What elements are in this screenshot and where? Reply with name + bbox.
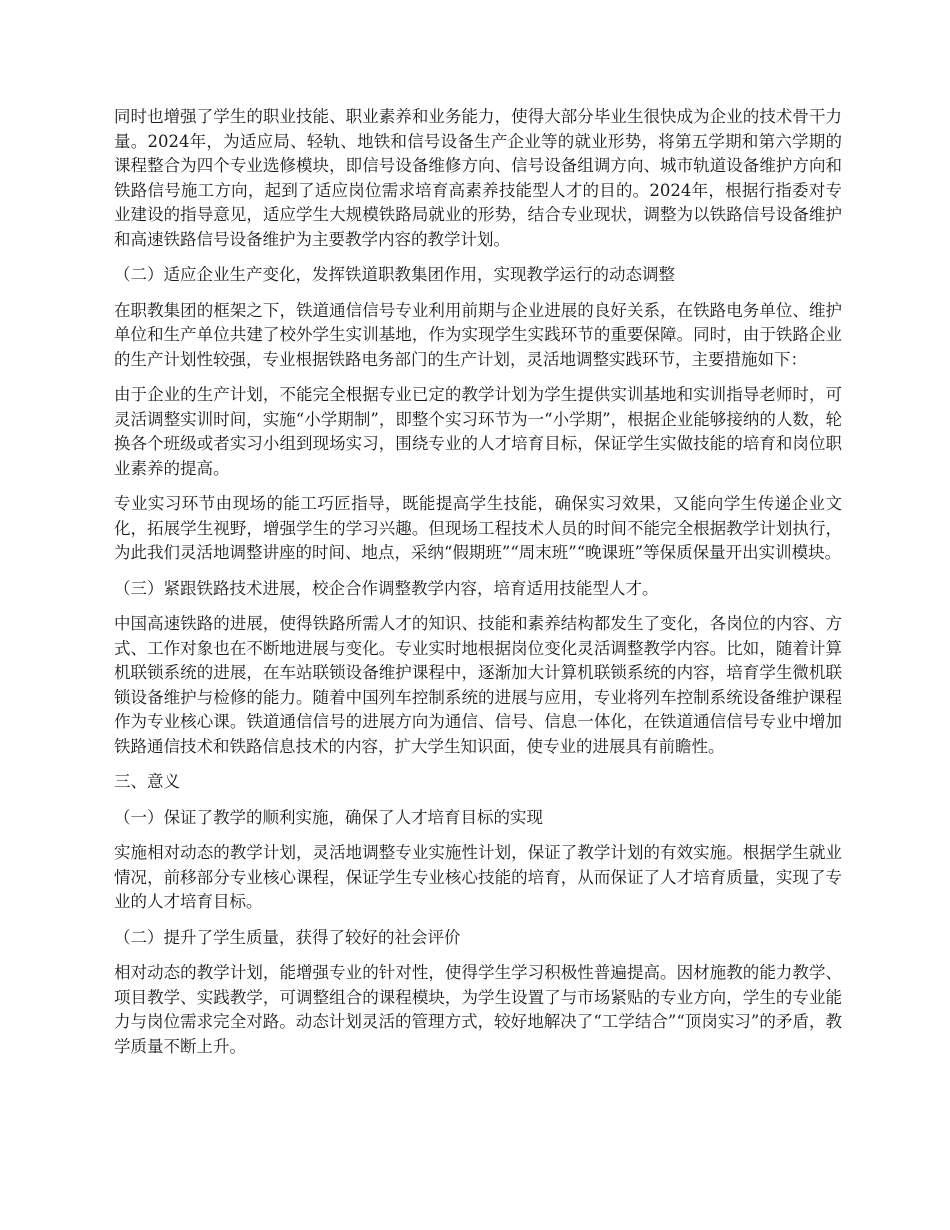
paragraph-2: 在职教集团的框架之下，铁道通信信号专业利用前期与企业进展的良好关系，在铁路电务单位、维护单位和生产单位共建了校外学生实训基地，作为实现学生实践环节的重要保障。同时，由于铁路企业的生产计划性较强，专业根据铁路电务部门的生产计划，灵活地调整实践环节，主要措施如下： [114,300,842,369]
section-heading-significance: 三、意义 [114,772,180,791]
subsection-heading-1: （一）保证了教学的顺利实施，确保了人才培育目标的实现 [114,807,543,827]
section-heading-2: （二）适应企业生产变化，发挥铁道职教集团作用，实现教学运行的动态调整 [114,265,675,284]
paragraph-7: 相对动态的教学计划，能增强专业的针对性，使得学生学习积极性普遍提高。因材施教的能力教学、项目教学、实践教学，可调整组合的课程模块，为学生设置了与市场紧贴的专业方向，学生的专业能力与岗位需求完全对路。动态计划灵活的管理方式，较好地解决了“工学结合”“顶岗实习”的矛盾，教学质量不断上升。 [114,963,842,1056]
paragraph-3: 由于企业的生产计划，不能完全根据专业已定的教学计划为学生提供实训基地和实训指导老师时，可灵活调整实训时间，实施“小学期制”，即整个实习环节为一“小学期”，根据企业能够接纳的人数，轮换各个班级或者实习小组到现场实习，围绕专业的人才培育目标，保证学生实做技能的培育和岗位职业素养的提高。 [114,385,842,478]
paragraph-6: 实施相对动态的教学计划，灵活地调整专业实施性计划，保证了教学计划的有效实施。根据学生就业情况，前移部分专业核心课程，保证学生专业核心技能的培育，从而保证了人才培育质量，实现了专业的人才培育目标。 [114,843,842,911]
document-body [114,105,842,1070]
paragraph-1: 同时也增强了学生的职业技能、职业素养和业务能力，使得大部分毕业生很快成为企业的技术骨干力量。2024年，为适应局、轻轨、地铁和信号设备生产企业等的就业形势，将第五学期和第六学期的课程整合为四个专业选修模块，即信号设备维修方向、信号设备组调方向、城市轨道设备维护方向和铁路信号施工方向，起到了适应岗位需求培育高素养技能型人才的目的。2024年，根据行指委对专业建设的指导意见，适应学生大规模铁路局就业的形势，结合专业现状，调整为以铁路信号设备维护和高速铁路信号设备维护为主要教学内容的教学计划。 [114,107,842,249]
section-heading-3: （三）紧跟铁路技术进展，校企合作调整教学内容，培育适用技能型人才。 [114,578,659,598]
paragraph-5: 中国高速铁路的进展，使得铁路所需人才的知识、技能和素养结构都发生了变化，各岗位的内容、方式、工作对象也在不断地进展与变化。专业实时地根据岗位变化灵活调整教学内容。比如，随着计算机联锁系统的进展，在车站联锁设备维护课程中，逐渐加大计算机联锁系统的内容，培育学生微机联锁设备维护与检修的能力。随着中国列车控制系统的进展与应用，专业将列车控制系统设备维护课程作为专业核心课。铁道通信信号的进展方向为通信、信号、信息一体化，在铁道通信信号专业中增加铁路通信技术和铁路信息技术的内容，扩大学生知识面，使专业的进展具有前瞻性。 [114,614,842,756]
paragraph-4: 专业实习环节由现场的能工巧匠指导，既能提高学生技能，确保实习效果，又能向学生传递企业文化，拓展学生视野，增强学生的学习兴趣。但现场工程技术人员的时间不能完全根据教学计划执行，为此我们灵活地调整讲座的时间、地点，采纳“假期班”“周末班”“晚课班”等保质保量开出实训模块。 [114,494,842,562]
subsection-heading-2: （二）提升了学生质量，获得了较好的社会评价 [114,927,461,947]
